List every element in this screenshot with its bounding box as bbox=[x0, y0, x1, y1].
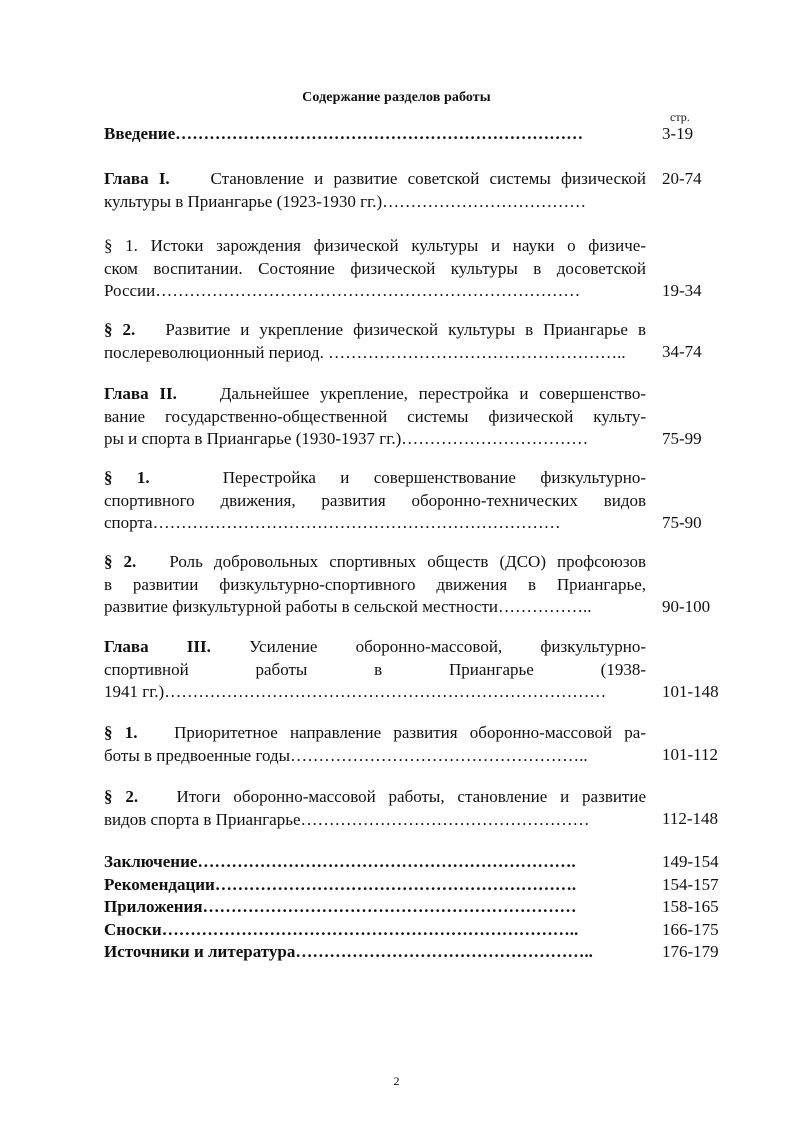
toc-label: Введение bbox=[104, 124, 176, 143]
toc-label: Глава III. bbox=[104, 637, 211, 656]
toc-summary-page: 154-157 bbox=[662, 874, 719, 894]
toc-text: видов спорта в Приангарье…………………………………………… bbox=[104, 809, 590, 829]
toc-text: культуры в Приангарье (1923-1930 гг.)……………………………… bbox=[104, 191, 587, 211]
toc-text: спортивного движения, развития оборонно-технических видов bbox=[104, 490, 646, 510]
toc-page-section-2-2: 90-100 bbox=[662, 597, 711, 616]
toc-page-section-2-1: 75-90 bbox=[662, 513, 702, 532]
toc-text: Усиление оборонно-массовой, физкультурно- bbox=[249, 637, 646, 656]
toc-text: Развитие и укрепление физической культуры в Приангарье в bbox=[165, 320, 647, 339]
toc-text: ры и спорта в Приангарье (1930-1937 гг.)…………………………… bbox=[104, 429, 589, 448]
toc-text: ском воспитании. Состояние физической культуры в досоветской bbox=[104, 258, 646, 278]
toc-entry-section-3-2 bbox=[104, 786, 646, 831]
toc-text: Становление и развитие советской системы физической bbox=[210, 169, 647, 188]
toc-text: Дальнейшее укрепление, перестройка и совершенство- bbox=[219, 384, 646, 403]
toc-text: 1941 гг.)…………………………………………………………………… bbox=[104, 682, 607, 701]
toc-label: Глава I. bbox=[104, 169, 170, 188]
toc-entry-section-2-1 bbox=[104, 467, 646, 535]
toc-dots: ……………………………………………………………… bbox=[175, 124, 584, 143]
toc-entry-section-3-1 bbox=[104, 722, 646, 767]
toc-label: § 2. bbox=[104, 787, 139, 806]
toc-text: послереволюционный период. …………………………………………….. bbox=[104, 342, 626, 362]
toc-page-section-3-2: 112-148 bbox=[662, 809, 719, 828]
toc-summary-page: 166-175 bbox=[662, 919, 719, 939]
toc-summary-item: Источники и литература…………………………………………….. bbox=[104, 942, 593, 961]
toc-text: спортивной работы в Приангарье (1938- bbox=[104, 659, 646, 679]
toc-page-chapter-2: 75-99 bbox=[662, 429, 702, 448]
toc-summary-page: 158-165 bbox=[662, 897, 719, 916]
toc-label: § 1. bbox=[104, 468, 150, 487]
toc-entry-section-1-1 bbox=[104, 235, 646, 303]
toc-page-section-1-1: 19-34 bbox=[662, 281, 702, 300]
toc-text: § 1. Истоки зарождения физической культуры и науки о физиче- bbox=[104, 236, 646, 255]
toc-summary-page: 149-154 bbox=[662, 852, 719, 871]
toc-summary-list bbox=[104, 851, 646, 964]
toc-text: России………………………………………………………………… bbox=[104, 281, 581, 300]
toc-text: в развитии физкультурно-спортивного движения в Приангарье, bbox=[104, 574, 646, 594]
toc-text: Перестройка и совершенствование физкультурно- bbox=[222, 468, 647, 487]
toc-entry-chapter-3 bbox=[104, 636, 646, 704]
toc-summary-pages bbox=[662, 851, 719, 964]
toc-entry-section-1-2 bbox=[104, 319, 646, 364]
toc-entry-chapter-1 bbox=[104, 168, 646, 213]
toc-text: Приоритетное направление развития оборонно-массовой ра- bbox=[174, 723, 647, 742]
toc-text: боты в предвоенные годы…………………………………………….. bbox=[104, 745, 588, 765]
toc-page-section-1-2: 34-74 bbox=[662, 342, 702, 361]
toc-label: Глава II. bbox=[104, 384, 177, 403]
toc-summary-item: Сноски……………………………………………………………….. bbox=[104, 919, 579, 939]
toc-entry-introduction bbox=[104, 123, 646, 146]
toc-label: § 1. bbox=[104, 723, 138, 742]
toc-page-introduction: 3-19 bbox=[662, 124, 694, 143]
toc-text: развитие физкультурной работы в сельской местности…………….. bbox=[104, 597, 592, 616]
page-title: Содержание разделов работы bbox=[302, 90, 491, 105]
toc-text: спорта……………………………………………………………… bbox=[104, 513, 561, 532]
page-number: 2 bbox=[393, 1074, 400, 1088]
toc-entry-section-2-2 bbox=[104, 551, 646, 619]
toc-page-chapter-1: 20-74 bbox=[662, 169, 702, 188]
toc-summary-page: 176-179 bbox=[662, 942, 719, 961]
toc-summary-item: Рекомендации………………………………………………………. bbox=[104, 874, 577, 894]
toc-label: § 2. bbox=[104, 320, 136, 339]
toc-text: Роль добровольных спортивных обществ (ДСО) профсоюзов bbox=[169, 552, 647, 571]
toc-text: вание государственно-общественной системы физической культу- bbox=[104, 406, 646, 426]
toc-page-section-3-1: 101-112 bbox=[662, 745, 719, 764]
toc-text: Итоги оборонно-массовой работы, становление и развитие bbox=[176, 787, 647, 806]
toc-entry-chapter-2 bbox=[104, 383, 646, 451]
toc-summary-item: Приложения………………………………………………………… bbox=[104, 897, 577, 916]
toc-label: § 2. bbox=[104, 552, 137, 571]
toc-page-chapter-3: 101-148 bbox=[662, 682, 719, 701]
toc-summary-item: Заключение…………………………………………………………. bbox=[104, 852, 576, 871]
pages-column-label: стр. bbox=[670, 110, 690, 124]
